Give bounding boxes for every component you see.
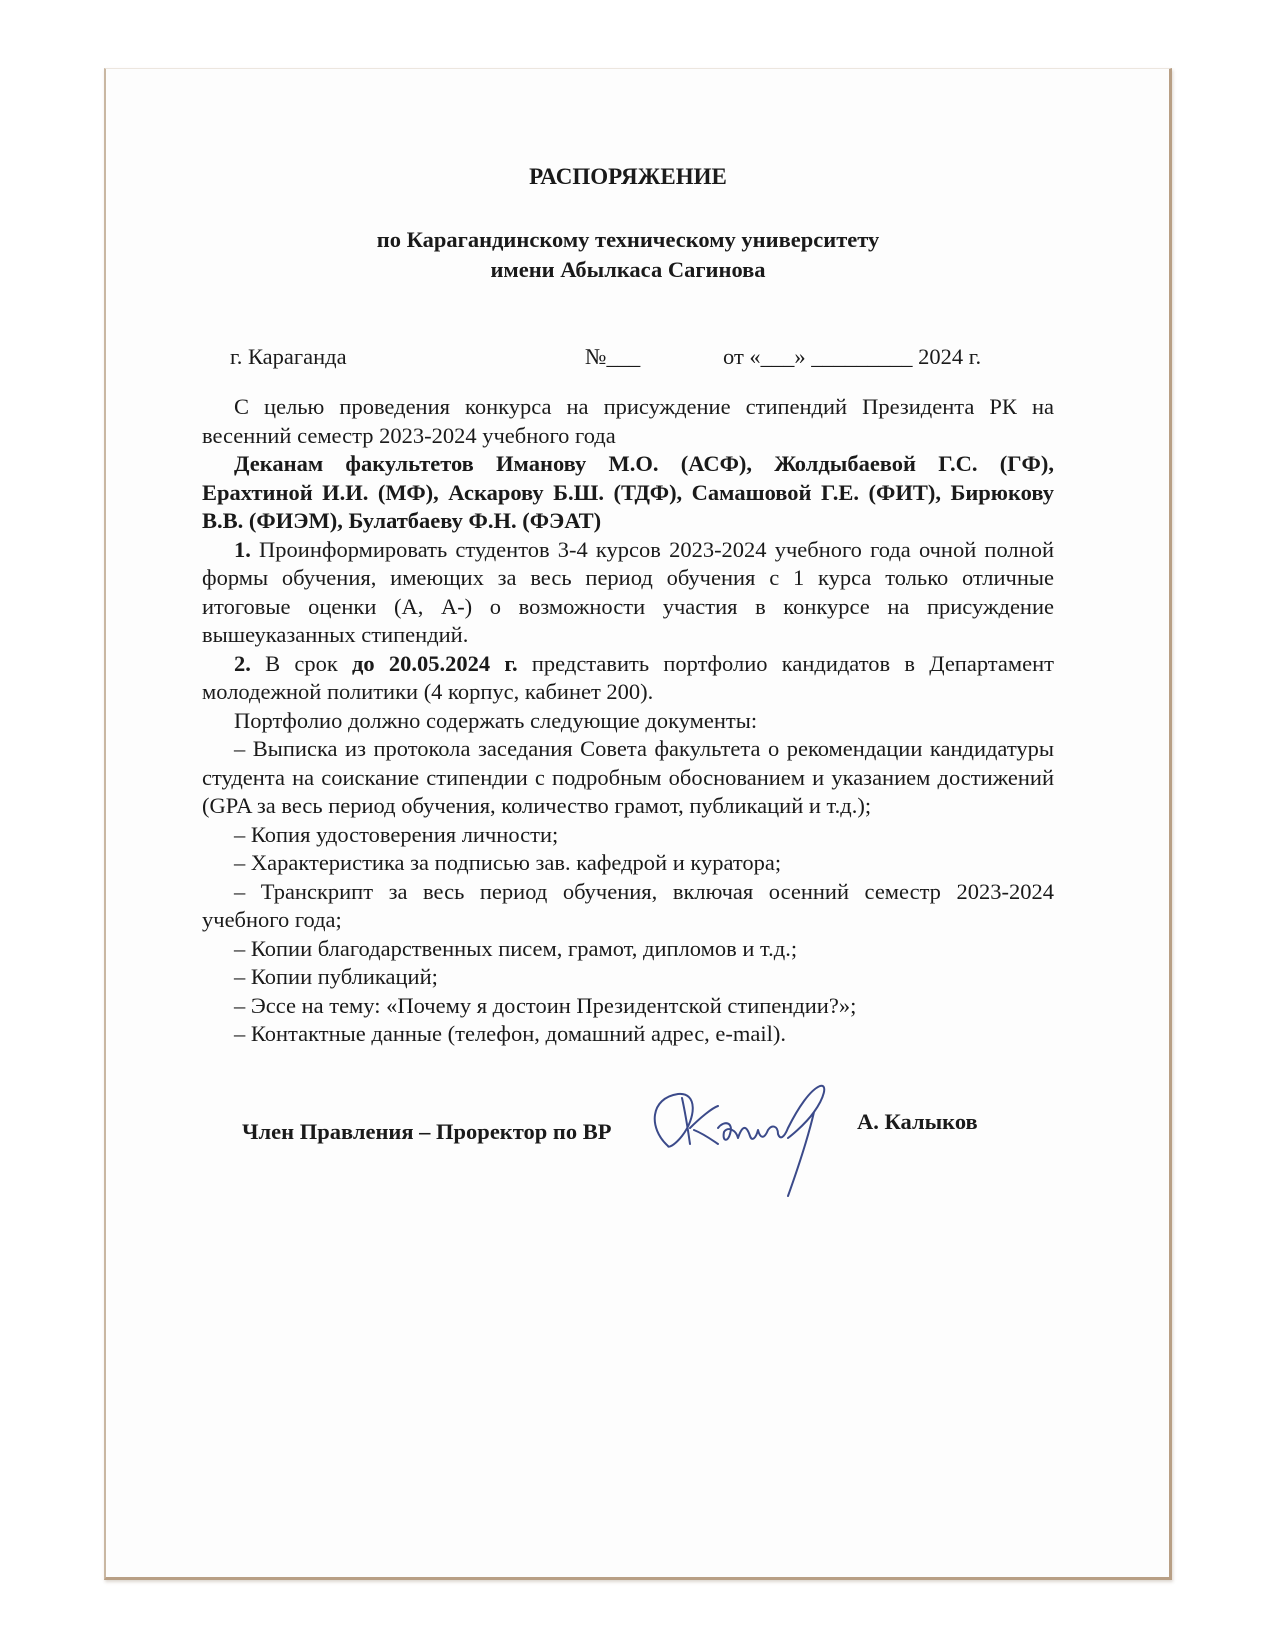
item-1 xyxy=(202,536,1054,650)
document-body xyxy=(202,393,1054,1049)
portfolio-item: – Эссе на тему: «Почему я достоин Президентской стипендии?»; xyxy=(234,992,857,1018)
order-date: от «___» _________ 2024 г. xyxy=(723,344,982,369)
place-number-date-row xyxy=(202,343,1054,373)
document-subtitle xyxy=(202,225,1054,285)
portfolio-item: – Копии публикаций; xyxy=(234,964,438,989)
signature-block xyxy=(202,1108,1054,1188)
item-1-text: Проинформировать студентов 3-4 курсов 2023-2024 учебного года очной полной формы обучения, имеющих за весь период обучения с 1 курса только отличные итоговые оценки (А, А-) о возможности участия в конкурсе на присуждение вышеуказанных стипендий. xyxy=(202,536,1054,647)
item-2 xyxy=(202,650,1054,707)
document-title: РАСПОРЯЖЕНИЕ xyxy=(529,164,727,189)
item-2-deadline: до 20.05.2024 г. xyxy=(352,650,518,676)
addressees-paragraph: Деканам факультетов Иманову М.О. (АСФ), Жолдыбаевой Г.С. (ГФ), Ерахтиной И.И. (МФ), Аскарову Б.Ш. (ТДФ), Самашовой Г.Е. (ФИТ), Бирюкову В.В. (ФИЭМ), Булатбаеву Ф.Н. (ФЭАТ) xyxy=(202,451,1054,533)
item-2-number: 2. xyxy=(234,650,251,676)
order-number: №___ xyxy=(585,344,641,369)
subtitle-line-1: по Карагандинскому техническому университету xyxy=(376,227,880,252)
item-1-number: 1. xyxy=(234,536,251,562)
item-2-post: представить портфолио кандидатов в Департамент молодежной политики (4 корпус, кабинет 200). xyxy=(202,650,1054,704)
portfolio-item: – Копия удостоверения личности; xyxy=(234,821,559,847)
portfolio-item: – Выписка из протокола заседания Совета факультета о рекомендации кандидатуры студента на соискание стипендии с подробным обоснованием и указанием достижений (GPA за весь период обучения, количество грамот, публикаций и т.д.); xyxy=(202,736,1054,818)
portfolio-item: – Копии благодарственных писем, грамот, дипломов и т.д.; xyxy=(234,935,798,961)
city: г. Караганда xyxy=(230,344,347,369)
item-2-pre: В срок xyxy=(250,650,352,676)
portfolio-item: – Транскрипт за весь период обучения, включая осенний семестр 2023-2024 учебного года; xyxy=(202,878,1054,932)
signer-position: Член Правления – Проректор по ВР xyxy=(242,1119,612,1144)
portfolio-item: – Характеристика за подписью зав. кафедрой и куратора; xyxy=(234,850,782,875)
signer-name: А. Калыков xyxy=(857,1109,978,1134)
subtitle-line-2: имени Абылкаса Сагинова xyxy=(490,257,766,282)
portfolio-intro: Портфолио должно содержать следующие документы: xyxy=(234,707,758,733)
handwritten-signature xyxy=(638,1068,858,1208)
portfolio-item: – Контактные данные (телефон, домашний адрес, e-mail). xyxy=(234,1021,787,1046)
intro-paragraph: С целью проведения конкурса на присуждение стипендий Президента РК на весенний семестр 2023-2024 учебного года xyxy=(202,394,1054,448)
